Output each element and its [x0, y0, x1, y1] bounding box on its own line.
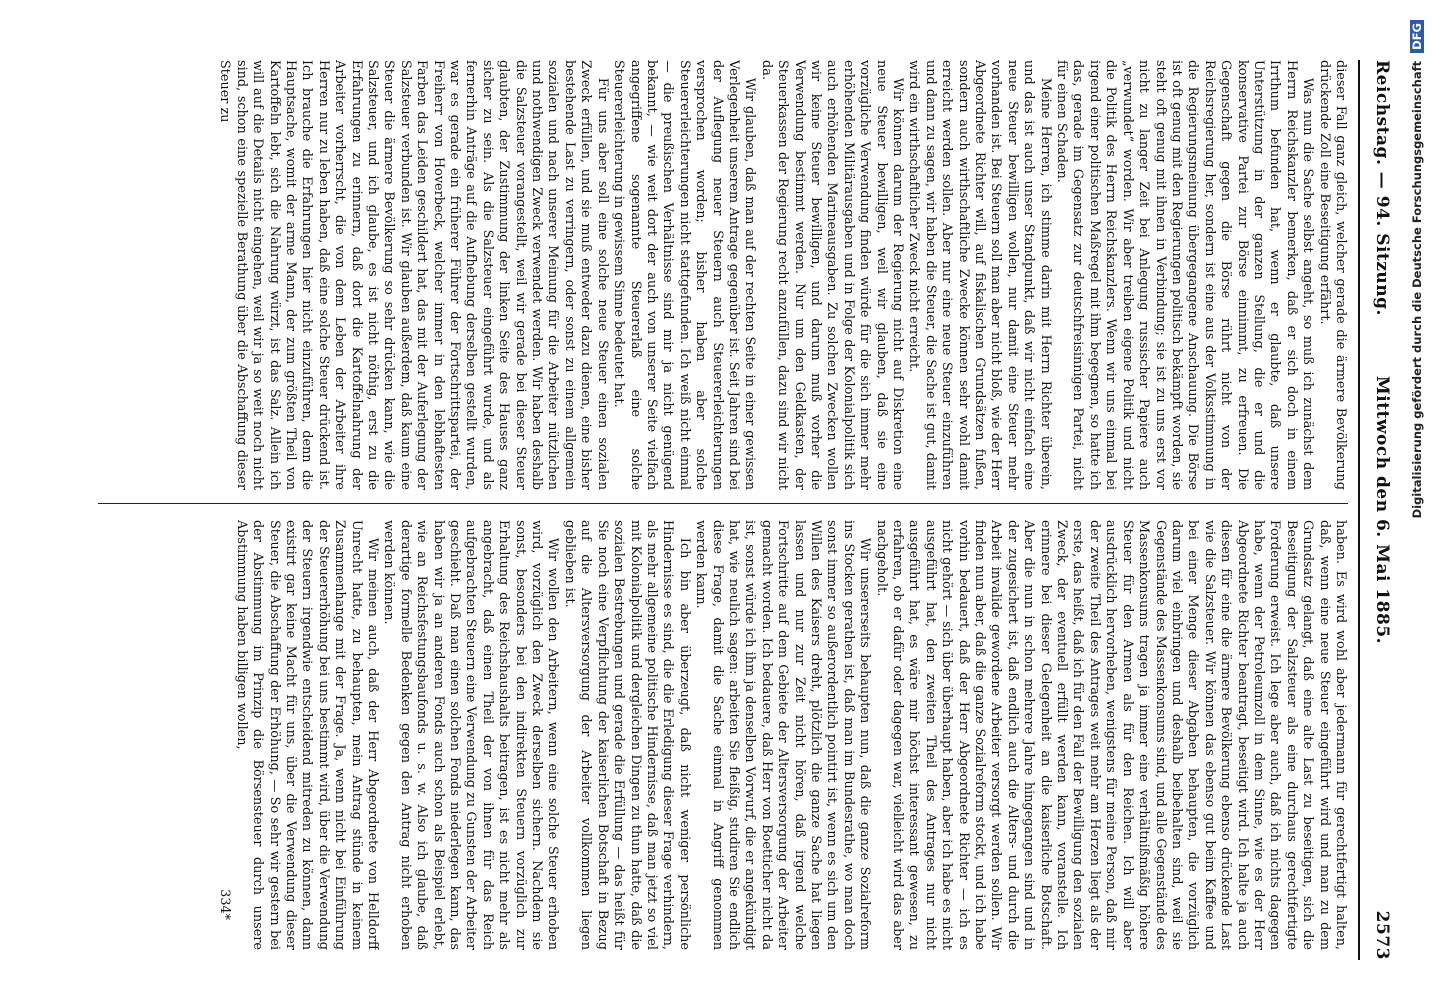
header-session: Reichstag. — 94. Sitzung.: [1372, 60, 1392, 316]
dfg-logo-text: DFG: [1410, 20, 1424, 53]
signature-mark: 334*: [217, 889, 233, 920]
left-paragraph-6: Für uns aber soll eine solche neue Steuer einen sozialen Zweck erfüllen, und sie muß entweder dazu dienen, eine bisher bestehende Last zu verringern, oder sonst zu einem allgemein sozialen und nach unserer Meinung für die Arbeiter nützlichen und nothwendigen Zweck verwendet werden. Wir haben deshalb die Salzsteuer vorangestellt, weil wir gerade bei dieser Steuer glaubten, der Zustimmung der linken Seite des Hauses ganz sicher zu sein. Als die Salzsteuer eingeführt wurde, und als fernerhin Anträge auf die Aufhebung derselben gestellt wurden, war es gerade ein früherer Führer der Fortschrittspartei, der Freiherr von Hoverbeck, welcher immer in den lebhaftesten Farben das Leiden geschildert hat, das mit der Auferlegung der Salzsteuer verbunden ist. Wir glauben außerdem, daß kaum eine Steuer die ärmere Bevölkerung so sehr drücken kann, wie die Salzsteuer, und ich glaube, es ist nicht nöthig, erst zu die Erfahrungen zu erinnern, daß dort die Kartoffelnahrung der Arbeiter vorherrscht, die von dem Leben der Arbeiter ihre Herren nur zu leben haben, daß eine solche Steuer drückend ist. Ich brauche die Erfahrungen hier nicht einzuführen, denn die Hauptsache, womit der arme Mann, der zum größten Theil von Kartoffeln lebt, sich die Nahrung würzt, ist das Salz. Allein ich will auf die Details nicht eingehen, weil wir ja so weit noch nicht sind, schon eine spezielle Berathung über die Abschaffung dieser Steuer zu: [217, 60, 610, 490]
left-column: [88, 60, 1348, 490]
digitization-credit: [1404, 20, 1430, 980]
page-header: [1364, 60, 1392, 960]
credit-text: [1410, 20, 1424, 980]
left-paragraph-2: Was nun die Sache selbst angeht, so muß ich zunächst dem Herrn Reichskanzler bemerken, daß er sich doch in einem Irrthum befunden hat, wenn er glaubte, daß unsere Unterstützung in der ganzen Stellung, die er und die konservative Partei zur Börse einnimmt, zu erfreuen. Die Gegenschaft gegen die Börse rührt nicht von der Reichsregierung her, sondern ist eine aus der Volksstimmung in die Regierungsmeinung übergegangene Anschauung. Die Börse ist oft genug mit den Regierungen politisch bekämpft worden, sie steht oft genug mit ihnen in Verbindung; sie ist zu uns erst vor nicht zu langer Zeit bei Anlegung russischer Papiere auch „verwundet“ worden. Wir aber treiben eigene Politik und nicht die Politik des Herrn Reichskanzlers. Wenn wir uns einmal bei irgend einer politischen Maßregel mit ihm begegnen, so hatte ich das, gerade im Gegensatz zur deutschfreisinnigen Partei, nicht für einen Schaden.: [1054, 60, 1316, 490]
page-number: 2573: [1372, 910, 1392, 960]
right-paragraph-1: haben. Es wird wohl aber jedermann für gerechtfertigt halten, daß, wenn eine neue Steuer eingeführt wird und man zu dem Grundsatz gelangt, daß eine alte Last zu beseitigen, sich die Beseitigung der Salzsteuer als eine durchaus gerechtfertigte Forderung erweist. Ich lege aber auch, daß ich nichts dagegen habe, wenn der Petroleumzoll in dem Sinne, wie es der Herr Abgeordnete Richter beantragt, beseitigt wird. Ich halte ja auch diesen für eine die ärmere Bevölkerung ebenso drückende Last wie die Salzsteuer. Wir können das ebenso gut beim Kaffee und bei einer Menge dieser Abgaben behaupten, die vorzüglich darum viel einbringen und deshalb beibehalten sind, weil sie Gegenstände des Massenkonsums sind, und alle Gegenstände des Massenkonsums tragen ja immer eine verhältnißmäßig höhere Steuer für den Armen als für den Reichen. Ich will aber ausdrücklich hervorheben, wenigstens für meine Person, daß mir der zweite Theil des Antrages weit mehr am Herzen liegt als der erste, das heißt, daß ich für den Fall der Bewilligung den sozialen Zweck, der eventuell erfüllt werden kann, voranstelle. Ich erinnere bei dieser Gelegenheit an die kaiserliche Botschaft. Aber die nun in schon mehrere Jahre hingegangen sind und in der zugesichert ist, daß endlich auch die Alters- und durch die Arbeit invalide gewordene Arbeiter versorgt werden sollen. Wir finden nun aber, daß die ganze Sozialreform stockt, und ich habe vorhin bedauert, daß der Herr Abgeordnete Richter — ich es nicht gehört — sich über überhaupt haben, aber ich habe es nicht ausgeführt hat, den zweiten Theil des Antrages nur nicht ausgeführt hat, es wäre mir höchst interessant gewesen, zu erfahren, ob er dafür oder dagegen war, vielleicht wird das aber nachgeholt.: [873, 520, 1348, 950]
right-paragraph-2: Wir unsererseits behaupten nun, daß die ganze Sozialreform ins Stocken gerathen ist, daß man im Bundesrathe, wo man doch sonst immer so außerordentlich pointirt ist, wenn es sich um den Willen des Kaisers dreht, plötzlich die ganze Sache hat liegen lassen und nur zur Zeit nicht hören, daß irgend welche Fortschritte auf dem Gebiete der Altersversorgung der Arbeiter gemacht worden. Ich bedauere, daß Herr von Boetticher nicht da ist, sonst würde ich ihm ja denselben Vorwurf, die er angekündigt hat, wie neulich sagen: arbeiten Sie fleißig, studiren Sie endlich diese Frage, damit die Sache einmal in Angriff genommen werden kann.: [693, 520, 873, 950]
left-paragraph-3: Meine Herren, ich stimme darin mit Herrn Richter überein, und das ist auch unser Standpunkt, daß wir nicht einfach eine neue Steuer bewilligen wollen, nur damit eine Steuer mehr vorhanden ist. Bei Steuern soll man aber nicht bloß, wie der Herr Abgeordnete Richter will, auf fiskalischen Grundsätzen fußen, sondern auch wirthschaftliche Zwecke können sehr wohl damit erreicht werden sollen. Aber nur eine neue Steuer einzuführen und dann zu sagen, wir haben die Steuer, die Sache ist gut, damit wird ein wirthschaftlicher Zweck nicht erreicht.: [906, 60, 1053, 490]
right-column: [88, 520, 1348, 950]
left-paragraph-1: dieser Fall ganz gleich, welcher gerade die ärmere Bevölkerung drückende Zoll eine Beseitigung erfährt.: [1316, 60, 1348, 490]
header-date: Mittwoch den 6. Mai 1885.: [1372, 375, 1392, 645]
header-rule: [1358, 60, 1360, 960]
credit-label: Digitalisierung gefördert durch die Deutsche Forschungsgemeinschaft: [1410, 60, 1424, 519]
left-paragraph-4: Wir können darum der Regierung nicht auf Diskretion eine neue Steuer bewilligen, weil wir glauben, daß sie eine vorzügliche Verwendung finden würde für die sich immer mehr erhöhenden Militärausgaben und in Folge der Kolonialpolitik sich auch erhöhenden Marineausgaben. Zu solchen Zwecken wollen wir keine Steuer bewilligen, und darum muß vorher die Verwendung bestimmt werden. Nur um den Geldkasten, der Steuerkassen der Regierung recht anzufüllen, dazu sind wir nicht da.: [758, 60, 906, 490]
left-paragraph-5: Wir glauben, daß man auf der rechten Seite in einer gewissen Verlegenheit unserem Antrage gegenüber ist. Seit Jahren sind bei der Auflegung neuer Steuern auch Steuererleichterungen versprochen worden; bisher haben aber solche Steuererleichterungen nicht stattgefunden. Ich weiß nicht einmal — die preußischen Verhältnisse sind mir ja nicht genügend bekannt, — wie weit dort der auch von unserer Seite vielfach angegriffene sogenannte Steuererlaß eine solche Steuererleichterung in gewissem Sinne bedeutet hat.: [611, 60, 758, 490]
right-paragraph-3: Ich bin aber überzeugt, daß nicht weniger persönliche Hindernisse es sind, die die Erledigung dieser Frage verhindern, als mehr allgemeine politische Hindernisse, daß man jetzt so viel mit Kolonialpolitik und dergleichen Dingen zu thun hatte, daß die sozialen Bestrebungen und gerade die Erfüllung — das heißt für Sie noch eine Verpflichtung der kaiserlichen Botschaft in Bezug auf die Altersversorgung der Arbeiter vollkommen liegen geblieben ist.: [561, 520, 692, 950]
column-divider: [98, 503, 1348, 504]
right-paragraph-5: Wir meinen auch, daß der Herr Abgeordnete von Helldorff Unrecht hatte, zu behaupten, mein Antrag stünde in keinem Zusammenhange mit der Frage. Ja, wenn nicht bei Einführung der Steuererhöhung bei uns bestimmt wird, über die Verwendung der Steuern irgendwie entscheidend mitreden zu können, dann existirt gar keine Macht für uns, über die Verwendung dieser Steuer, die Abschaffung der Erhöhung, — So sehr wir gestern bei der Abstimmung im Prinzip die Börsensteuer durch unsere Abstimmung haben billigen wollen,: [233, 520, 381, 950]
right-paragraph-4: Wir wollen den Arbeitern, wenn eine solche Steuer erhoben wird, vorzüglich den Zweck derselben sichern. Nachdem sie sonst, besonders bei den indirekten Steuern vorzüglich zur Erhaltung des Reichshaushalts beitragen, ist es nicht mehr als angebracht, daß einen Theil der von ihnen für das Reich aufgebrachten Steuern eine Verwendung zu Gunsten der Arbeiter geschieht. Daß man einen solchen Fonds niederlegen kann, das haben wir ja an anderen Fonds auch schon als Beispiel erlebt, wie an Reichsfestungsbaufonds u. s. w. Also ich glaube, daß derartige formelle Bedenken gegen den Antrag nicht erhoben werden können.: [381, 520, 561, 950]
